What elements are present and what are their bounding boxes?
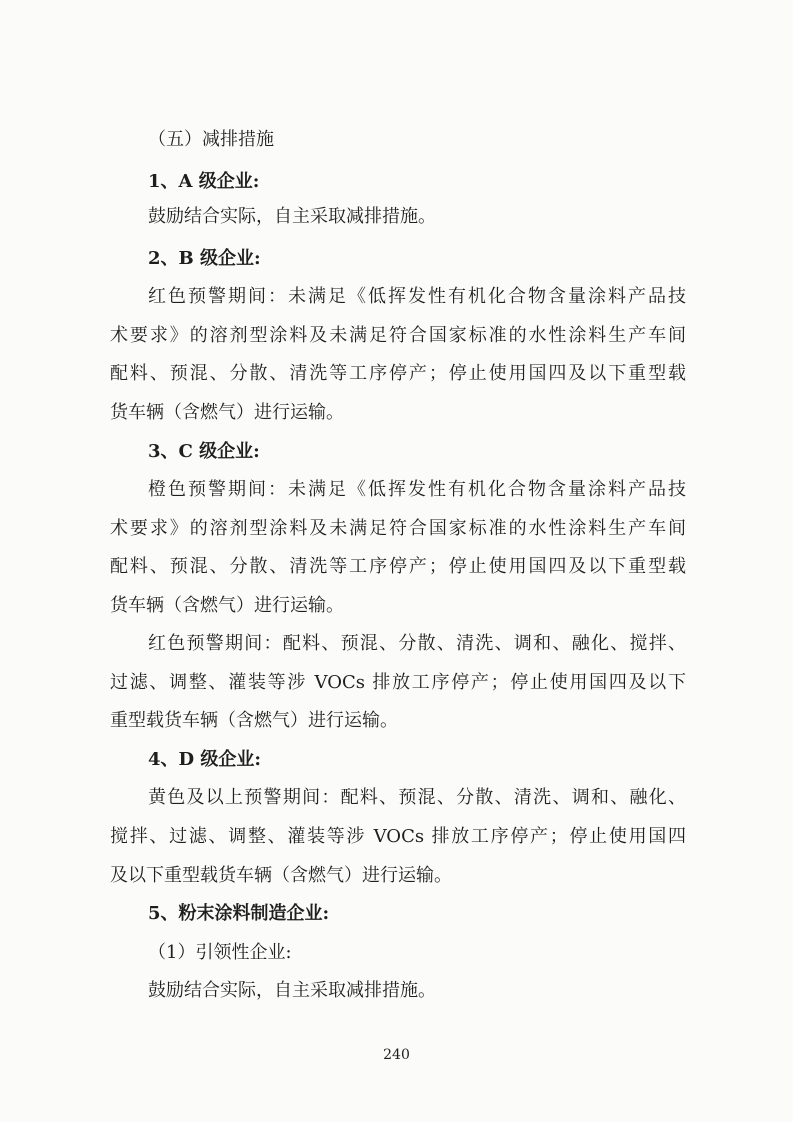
- subheading-d-level: 4、D 级企业:: [148, 749, 262, 770]
- paragraph-b-level-line-3: 配料、预混、分散、清洗等工序停产；停止使用国四及以下重型载: [110, 363, 686, 384]
- paragraph-d-level-line-2: 搅拌、过滤、调整、灌装等涉 VOCs 排放工序停产；停止使用国四: [110, 826, 686, 847]
- paragraph-b-level-line-1: 红色预警期间：未满足《低挥发性有机化合物含量涂料产品技: [148, 286, 686, 307]
- paragraph-c-level-red-line-1: 红色预警期间：配料、预混、分散、清洗、调和、融化、搅拌、: [148, 633, 686, 654]
- paragraph-c-level-red-line-3: 重型载货车辆（含燃气）进行运输。: [110, 710, 398, 731]
- paragraph-b-level-line-2: 术要求》的溶剂型涂料及未满足符合国家标准的水性涂料生产车间: [110, 325, 686, 346]
- paragraph-b-level-line-4: 货车辆（含燃气）进行运输。: [110, 402, 344, 423]
- section-heading: （五）减排措施: [148, 129, 274, 150]
- paragraph-c-level-red-line-2: 过滤、调整、灌装等涉 VOCs 排放工序停产；停止使用国四及以下: [110, 672, 686, 693]
- paragraph-a-level: 鼓励结合实际，自主采取减排措施。: [148, 206, 436, 227]
- subheading-c-level: 3、C 级企业:: [148, 441, 260, 462]
- paragraph-c-level-orange-line-4: 货车辆（含燃气）进行运输。: [110, 595, 344, 616]
- paragraph-c-level-orange-line-3: 配料、预混、分散、清洗等工序停产；停止使用国四及以下重型载: [110, 556, 686, 577]
- paragraph-c-level-orange-line-1: 橙色预警期间：未满足《低挥发性有机化合物含量涂料产品技: [148, 479, 686, 500]
- page-number: 240: [383, 1047, 410, 1063]
- paragraph-d-level-line-1: 黄色及以上预警期间：配料、预混、分散、清洗、调和、融化、: [148, 787, 686, 808]
- paragraph-c-level-orange-line-2: 术要求》的溶剂型涂料及未满足符合国家标准的水性涂料生产车间: [110, 518, 686, 539]
- paragraph-leading-enterprise: 鼓励结合实际，自主采取减排措施。: [148, 980, 436, 1001]
- subheading-b-level: 2、B 级企业:: [148, 248, 261, 269]
- subheading-powder-coating: 5、粉末涂料制造企业:: [148, 903, 330, 924]
- paragraph-d-level-line-3: 及以下重型载货车辆（含燃气）进行运输。: [110, 865, 452, 886]
- subheading-a-level: 1、A 级企业:: [148, 171, 260, 192]
- subheading-leading-enterprise: （1）引领性企业:: [148, 942, 292, 963]
